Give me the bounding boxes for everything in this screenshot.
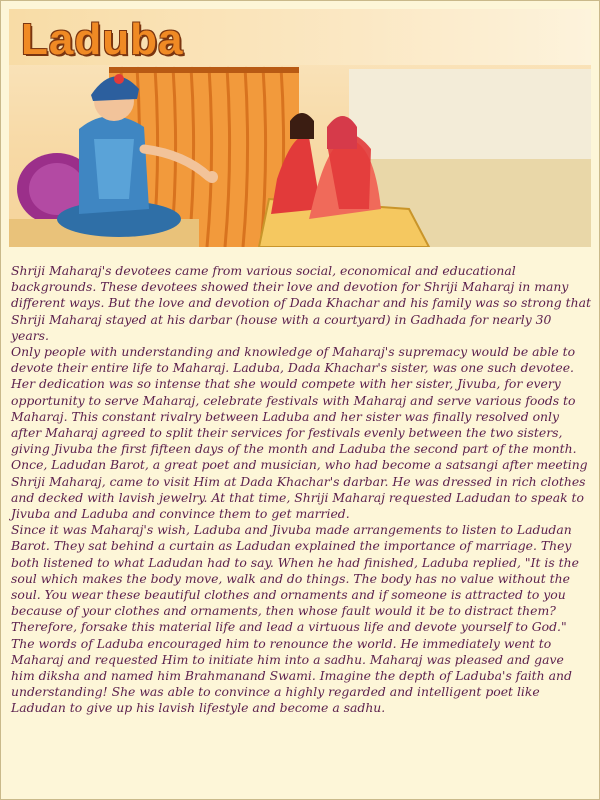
hero-illustration	[9, 9, 591, 247]
paragraph: The words of Laduba encouraged him to renounce the world. He immediately went to Maharaj and requested Him to initiate him into a sadhu. Maharaj was pleased and gave him diksha and named him Brahmanand Swami. Imagine the depth of Laduba's faith and understanding! She was able to convince a highly regarded and intelligent poet like Ladudan to give up his lavish lifestyle and become a sadhu.	[11, 635, 572, 716]
page-title: Laduba	[21, 15, 184, 64]
paragraph: Since it was Maharaj's wish, Laduba and Jivuba made arrangements to listen to Ladudan Barot. They sat behind a curtain as Ladudan explained the importance of marriage. They both listened to what Ladudan had to say. When he had finished, Laduba replied, "It is the soul which makes the body move, walk and do things. The body has no value without the soul. You wear these beautiful clothes and ornaments and if someone is attracted to you because of your clothes and ornaments, then whose fault would it be to distract them? Therefore, forsake this material life and lead a virtuous life and devote yourself to God."	[11, 522, 579, 635]
paragraph: Once, Ladudan Barot, a great poet and musician, who had become a satsangi after meeting Shriji Maharaj, came to visit Him at Dada Khachar's darbar. He was dressed in rich clothes and decked with lavish jewelry. At that time, Shriji Maharaj requested Ladudan to speak to Jivuba and Laduba and convince them to get married.	[11, 457, 588, 522]
paragraph: Shriji Maharaj's devotees came from various social, economical and educational backgrounds. These devotees showed their love and devotion for Shriji Maharaj in many different ways. But the love and devotion of Dada Khachar and his family was so strong that Shriji Maharaj stayed at his darbar (house with a courtyard) in Gadhada for nearly 30 years.	[11, 263, 591, 343]
story-text	[11, 263, 591, 717]
paragraph: Only people with understanding and knowledge of Maharaj's supremacy would be able to devote their entire life to Maharaj. Laduba, Dada Khachar's sister, was one such devotee. Her dedication was so intense that she would compete with her sister, Jivuba, for every opportunity to serve Maharaj, celebrate festivals with Maharaj and serve various foods to Maharaj. This constant rivalry between Laduba and her sister was finally resolved only after Maharaj agreed to split their services for festivals evenly between the two sisters, giving Jivuba the first fifteen days of the month and Laduba the second part of the month.	[11, 344, 577, 457]
